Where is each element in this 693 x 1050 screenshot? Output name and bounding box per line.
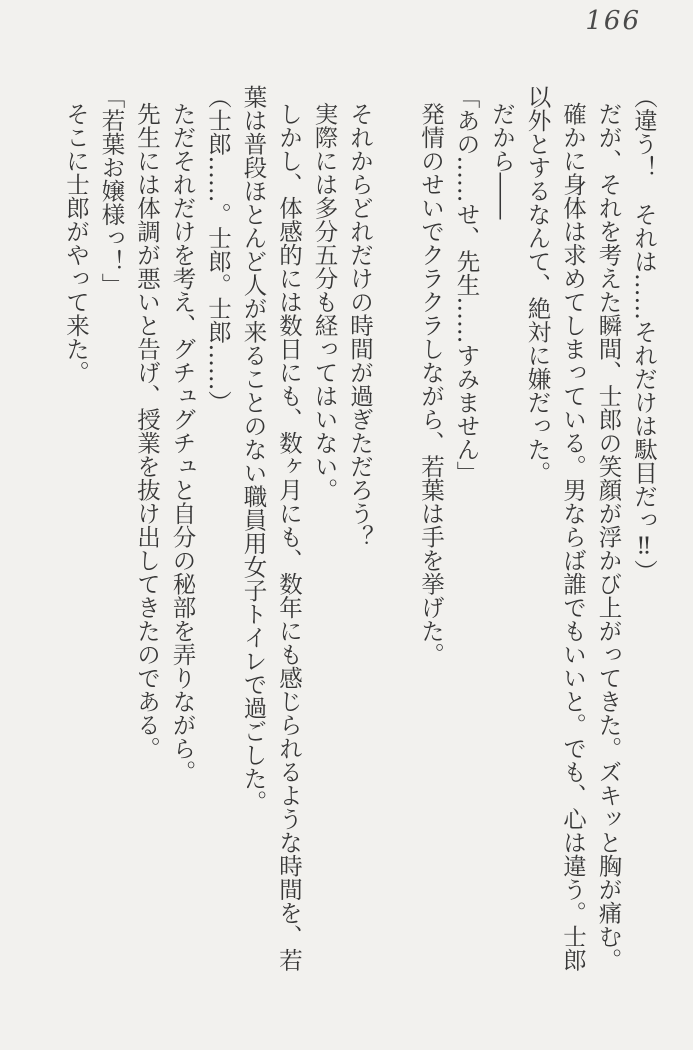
text-column: だから―― xyxy=(488,102,516,220)
text-column: （士郎……。士郎。士郎……） xyxy=(204,85,232,414)
text-column: 「あの……せ、先生……すみません」 xyxy=(452,85,481,485)
text-column: ただそれだけを考え、グチュグチュと自分の秘部を弄りながら。 xyxy=(168,102,197,784)
text-column: そこに士郎がやって来た。 xyxy=(62,102,90,384)
text-column: 以外とするなんて、絶対に嫌だった。 xyxy=(523,85,552,485)
text-column: （違う！ それは……それだけは駄目だっ‼） xyxy=(630,85,658,583)
page-number: 166 xyxy=(585,6,641,36)
text-column: それからどれだけの時間が過ぎただろう？ xyxy=(346,102,374,549)
text-column: 確かに身体は求めてしまっている。男ならば誰でもいいと。でも、心は違う。士郎 xyxy=(559,102,587,972)
text-column: だが、それを考えた瞬間、士郎の笑顔が浮かび上がってきた。ズキッと胸が痛む。 xyxy=(594,102,623,972)
text-area xyxy=(58,85,662,985)
text-column: 実際には多分五分も経ってはいない。 xyxy=(310,102,339,502)
text-column: 先生には体調が悪いと告げ、授業を抜け出してきたのである。 xyxy=(133,102,161,760)
text-column: 発情のせいでクラクラしながら、若葉は手を挙げた。 xyxy=(417,102,445,666)
text-column: しかし、体感的には数日にも、数ヶ月にも、数年にも感じられるような時間を、若 xyxy=(275,102,303,972)
text-column: 葉は普段ほとんど人が来ることのない職員用女子トイレで過ごした。 xyxy=(239,85,268,814)
text-column: 「若葉お嬢様っ！」 xyxy=(97,85,126,297)
